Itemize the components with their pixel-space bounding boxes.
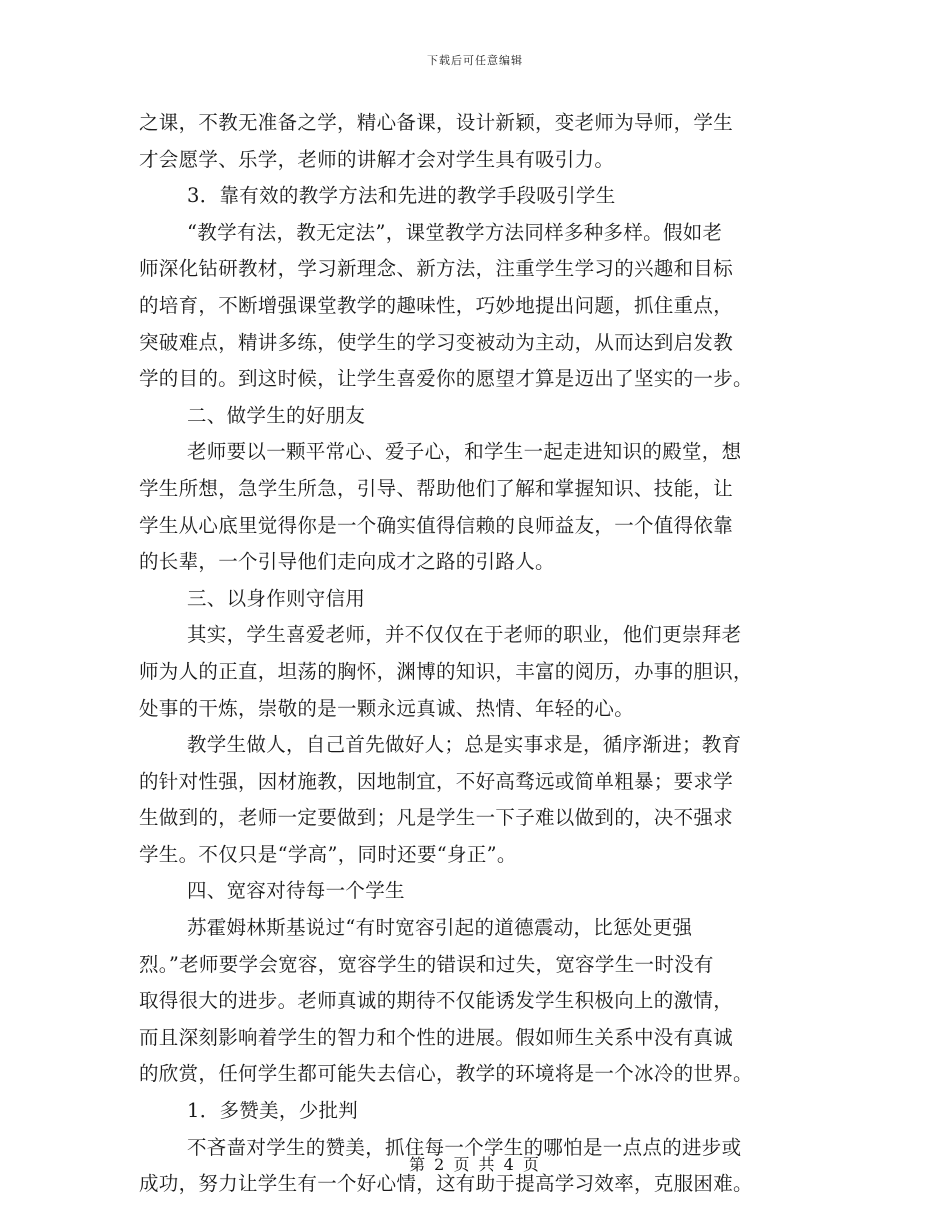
text-line: 其实，学生喜爱老师，并不仅仅在于老师的职业，他们更崇拜老	[187, 623, 742, 647]
text-line: 学生从心底里觉得你是一个确实值得信赖的良师益友，一个值得依靠	[139, 513, 734, 537]
text-line: 成功，努力让学生有一个好心情，这有助于提高学习效率，克服困难。	[139, 1172, 753, 1196]
text-line: 师深化钻研教材，学习新理念、新方法，注重学生学习的兴趣和目标	[139, 257, 734, 281]
page-footer: 第 2 页 共 4 页	[409, 1155, 541, 1174]
text-line: 学生。不仅只是“学高”，同时还要“身正”。	[139, 842, 517, 866]
document-body	[139, 105, 819, 1203]
text-line: 三、以身作则守信用	[187, 586, 366, 610]
text-line: “教学有法，教无定法”，课堂教学方法同样多种多样。假如老	[187, 220, 723, 244]
text-line: 老师要以一颗平常心、爱子心，和学生一起走进知识的殿堂，想	[187, 440, 742, 464]
text-line: 学生所想，急学生所急，引导、帮助他们了解和掌握知识、技能，让	[139, 476, 734, 500]
text-line: 的长辈，一个引导他们走向成才之路的引路人。	[139, 550, 555, 574]
text-line: 之课，不教无准备之学，精心备课，设计新颖，变老师为导师，学生	[139, 111, 734, 134]
text-line: 才会愿学、乐学，老师的讲解才会对学生具有吸引力。	[139, 147, 615, 171]
text-line: 不吝啬对学生的赞美，抓住每一个学生的哪怕是一点点的进步或	[187, 1135, 742, 1159]
text-line: 而且深刻影响着学生的智力和个性的进展。假如师生关系中没有真诚	[139, 1025, 734, 1049]
text-line: 突破难点，精讲多练，使学生的学习变被动为主动，从而达到启发教	[139, 330, 734, 354]
text-line: 教学生做人，自己首先做好人；总是实事求是，循序渐进；教育	[187, 733, 742, 757]
text-line: 的培育，不断增强课堂教学的趣味性，巧妙地提出问题，抓住重点，	[139, 293, 734, 317]
text-line: 苏霍姆林斯基说过“有时宽容引起的道德震动，比惩处更强	[187, 916, 693, 940]
text-line: 处事的干炼，崇敬的是一颗永远真诚、热情、年轻的心。	[139, 696, 635, 720]
text-line: 的欣赏，任何学生都可能失去信心，教学的环境将是一个冰冷的世界。	[139, 1062, 753, 1086]
text-line: 师为人的正直，坦荡的胸怀，渊博的知识，丰富的阅历，办事的胆识，	[139, 659, 753, 683]
text-line: 二、做学生的好朋友	[187, 403, 366, 427]
text-line: 四、宽容对待每一个学生	[187, 879, 405, 903]
text-line: 3．靠有效的教学方法和先进的教学手段吸引学生	[187, 184, 616, 208]
text-line: 取得很大的进步。老师真诚的期待不仅能诱发学生积极向上的激情，	[139, 989, 734, 1013]
text-line: 的针对性强，因材施教，因地制宜，不好高骛远或简单粗暴；要求学	[139, 769, 734, 793]
text-line: 生做到的，老师一定要做到；凡是学生一下子难以做到的，决不强求	[139, 806, 734, 830]
page-header: 下载后可任意编辑	[427, 54, 523, 67]
text-line: 1．多赞美，少批判	[187, 1099, 359, 1123]
text-line: 学的目的。到这时候，让学生喜爱你的愿望才算是迈出了坚实的一步。	[139, 367, 753, 391]
text-line: 烈。”老师要学会宽容，宽容学生的错误和过失，宽容学生一时没有	[139, 952, 714, 976]
